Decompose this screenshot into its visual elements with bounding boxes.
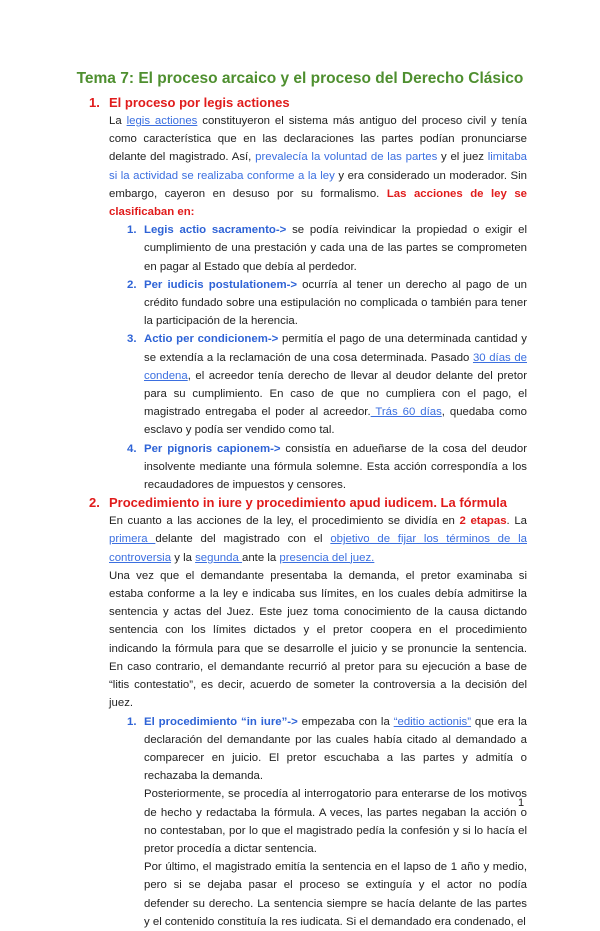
text-run: En cuanto a las acciones de la ley, el procedimiento se dividía en (109, 515, 460, 528)
section-number: 1. (89, 95, 100, 110)
list-item (109, 221, 527, 276)
list-item (109, 276, 527, 331)
link-text[interactable]: segunda (195, 551, 242, 564)
link-text[interactable]: objetivo de fijar los términos de la controversia (109, 533, 527, 564)
section-title: Procedimiento in iure y procedimiento apud iudicem. La fórmula (109, 495, 508, 511)
numbered-list (109, 221, 527, 494)
section-heading (89, 94, 527, 112)
highlighted-text: limitaba si la actividad se realizaba conforme a la ley (109, 151, 527, 182)
text-run: , el acreedor tenía derecho de llevar al deudor delante del pretor para su cumplimiento. En caso de que no cumpliera con el pago, el magistrado entregaba el poder al acreedor. (144, 369, 527, 419)
text-run: ocurría al tener un derecho al pago de un crédito fundado sobre una estipulación no complicada o también para tener la participación de la herencia. (144, 278, 528, 328)
term-label: El procedimiento “in iure”-> (144, 715, 298, 728)
list-item-number: 1. (127, 715, 137, 728)
text-run: La (109, 115, 127, 127)
link-text[interactable]: legis actiones (126, 115, 198, 127)
link-text[interactable]: “editio actionis” (393, 715, 472, 728)
section-number: 2. (89, 495, 100, 511)
section-title: El proceso por legis actiones (109, 95, 290, 110)
list-item (109, 440, 527, 495)
term-label: Legis actio sacramento-> (144, 224, 287, 237)
list-item-number: 3. (127, 333, 137, 346)
term-label: Per iudicis postulationem-> (144, 278, 298, 291)
text-run: constituyeron el sistema más antiguo del proceso civil y tenía como característica que en las declaraciones las partes podían pronunciarse delante del magistrado. Así, (109, 115, 527, 164)
text-run: permitía el pago de una determinada cantidad y se extendía a la reclamación de una cosa determinada. Pasado (144, 333, 527, 364)
paragraph (109, 112, 527, 221)
emphasis-text: 2 etapas (459, 515, 507, 528)
text-run: , quedaba como esclavo y podía ser vendido como tal. (144, 406, 527, 437)
text-run: y el juez (437, 151, 488, 164)
emphasis-text: Las acciones de ley se clasificaban en: (109, 187, 527, 219)
text-run: que era la declaración del demandante por las cuales había citado al demandado a comparecer en juicio. El pretor escuchaba a las partes y admitía o rechazaba la demanda. (144, 715, 527, 783)
section-heading (89, 494, 527, 512)
link-text[interactable]: Trás 60 días (370, 406, 442, 419)
list-item-paragraph: Por último, el magistrado emitía la sentencia en el lapso de 1 año y medio, pero si se dejaba pasar el proceso se extinguía y el actor no podía defender su derecho. La sentencia siempre se hacía delante de las partes y el contenido constituía la res iudicata. Si el demandado era condenado, el (144, 861, 527, 928)
list-item (109, 330, 527, 439)
text-run: delante del magistrado con el (155, 533, 331, 546)
link-text[interactable]: 30 días de condena (144, 351, 527, 382)
list-item-number: 2. (127, 278, 137, 291)
text-run: ante la (241, 551, 280, 564)
numbered-list (109, 713, 527, 931)
paragraph (109, 512, 527, 567)
page-number: 1 (518, 797, 525, 809)
link-text[interactable]: presencia del juez. (279, 551, 375, 564)
list-item-number: 1. (127, 224, 137, 237)
highlighted-text: prevalecía la voluntad de las partes (255, 151, 438, 164)
list-item (109, 713, 527, 931)
text-run: se podía reivindicar la propiedad o exigir el cumplimiento de una prestación y cada una de las partes se comprometen en pagar al Estado que debía al perdedor. (144, 224, 528, 273)
list-item-paragraph: Posteriormente, se procedía al interrogatorio para enterarse de los motivos de hecho y redactaba la fórmula. A veces, las partes negaban la acción o no contestaban, por lo que el magistrado pedía la confesión y si lo hacía el pretor procedía a dictar sentencia. (144, 788, 527, 855)
list-item-text (144, 221, 527, 276)
link-text[interactable]: primera (109, 533, 156, 546)
text-run: . La (506, 515, 527, 528)
document-title: Tema 7: El proceso arcaico y el proceso del Derecho Clásico (76, 70, 524, 87)
text-run: consistía en adueñarse de la cosa del deudor insolvente mediante una fórmula solemne. Esta acción correspondía a los recaudadores de impuestos y censores. (144, 442, 527, 492)
text-run: y era considerado un moderador. Sin embargo, cayeron en desuso por su formalismo. (109, 169, 527, 200)
term-label: Per pignoris capionem-> (144, 442, 281, 455)
list-item-text (144, 713, 527, 786)
list-item-text (144, 330, 527, 439)
list-item-number: 4. (127, 442, 137, 455)
text-run: empezaba con la (297, 715, 394, 728)
list-item-text (144, 440, 527, 495)
paragraph (109, 567, 527, 713)
text-run: Una vez que el demandante presentaba la demanda, el pretor examinaba si estaba conforme a la ley e indicaba sus límites, en los cuales debía admitirse la sentencia y actas del Juez. Este juez toma conocimiento de la causa dictando sentencia con los límites dictados y el pretor coopera en el procedimiento indicando la fórmula para que se desarrolle el juicio y se pronuncie la sentencia. En caso contrario, el demandante recurrió al pretor para su ejecución a base de “litis contestatio”, es decir, acuerdo de someter la controversia a la decisión del juez. (109, 569, 527, 710)
text-run: y la (171, 551, 196, 564)
document-body (89, 94, 528, 931)
term-label: Actio per condicionem-> (144, 333, 279, 346)
list-item-text (144, 276, 527, 331)
